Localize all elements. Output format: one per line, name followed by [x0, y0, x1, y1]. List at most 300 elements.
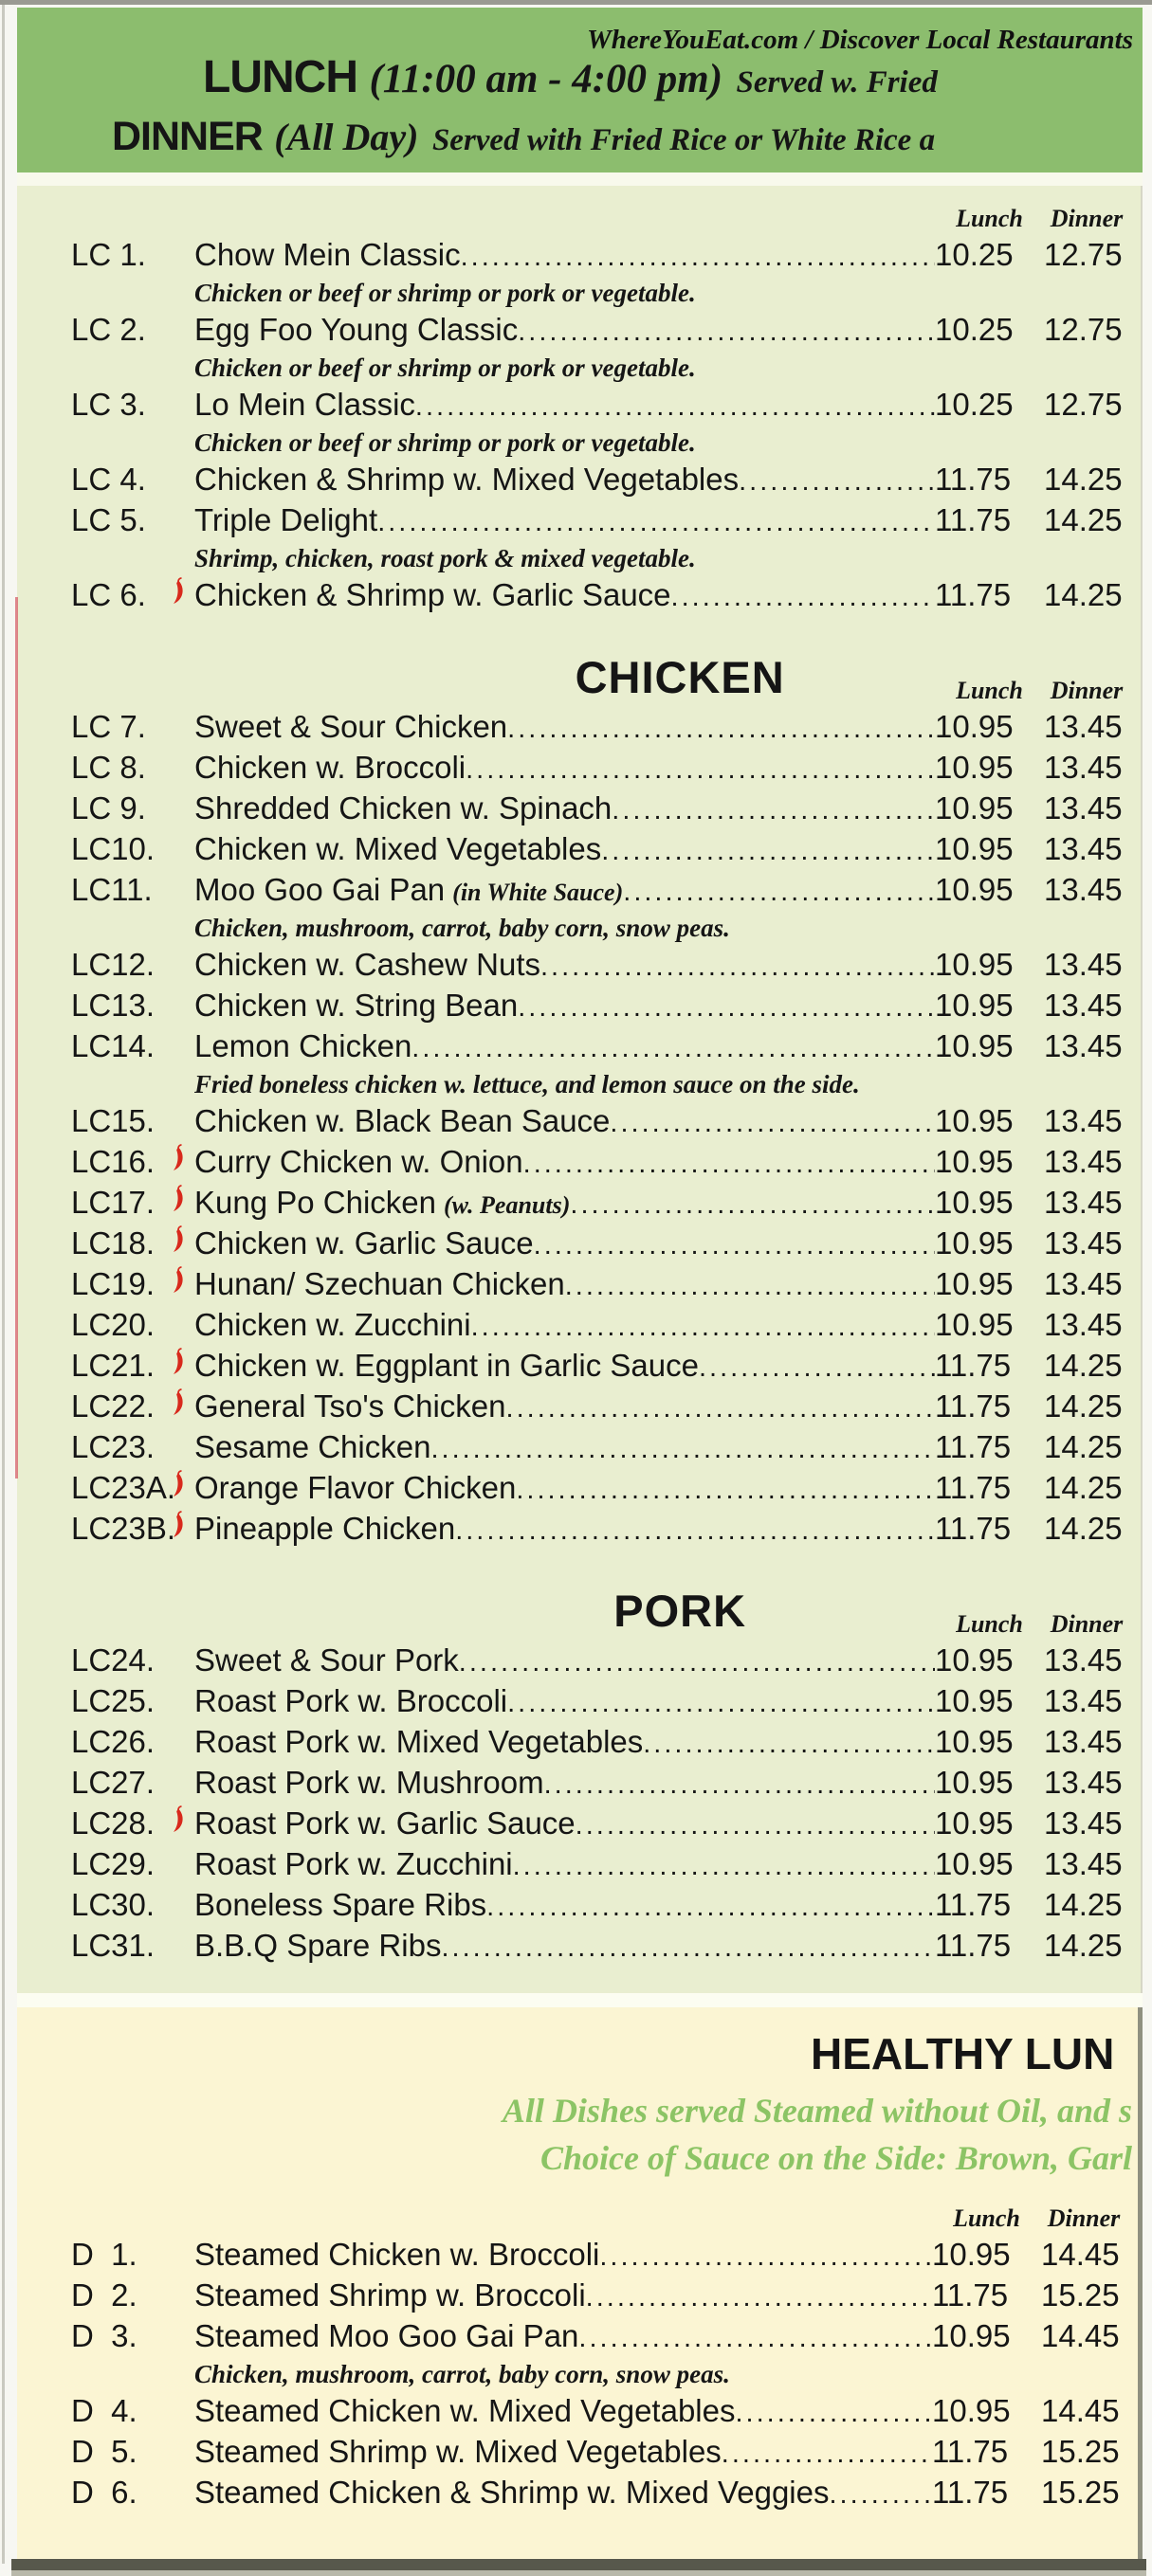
dinner-price: 13.45: [1044, 1103, 1123, 1138]
item-number: LC19.: [71, 1266, 155, 1301]
spicy-indicator: [161, 1266, 194, 1299]
dot-leader: [507, 1688, 935, 1719]
item-name: Chicken w. Mixed Vegetables: [194, 831, 602, 866]
healthy-title: HEALTHY LUN: [811, 2029, 1115, 2078]
item-name: Roast Pork w. Broccoli: [194, 1683, 508, 1718]
column-header-row: [17, 193, 1141, 237]
item-name: Sweet & Sour Chicken: [194, 709, 508, 744]
dinner-price: 13.45: [1044, 790, 1123, 825]
menu-item-row: [17, 750, 1141, 790]
menu-item-row: [17, 1307, 1141, 1348]
dinner-price: 14.25: [1044, 1429, 1123, 1464]
item-description: Shrimp, chicken, roast pork & mixed vegetable.: [194, 544, 696, 572]
menu-item-row: [17, 1805, 1141, 1846]
item-number: LC29.: [71, 1846, 155, 1881]
lunch-price: 10.95: [935, 1266, 1014, 1301]
item-name: Steamed Chicken & Shrimp w. Mixed Veggies: [194, 2475, 830, 2510]
healthy-note-line1: All Dishes served Steamed without Oil, and s: [502, 2092, 1132, 2130]
item-number: LC12.: [71, 947, 155, 982]
lunch-served-note: Served w. Fried: [736, 65, 938, 100]
item-number: D 1.: [71, 2237, 137, 2272]
menu-item-row: [17, 1388, 1141, 1429]
dot-leader: [518, 317, 935, 348]
item-name: Steamed Moo Goo Gai Pan: [194, 2318, 579, 2353]
lunch-column-label: Lunch: [956, 677, 1023, 704]
lunch-price: 10.95: [935, 1103, 1014, 1138]
menu-item-row: [17, 1266, 1141, 1307]
lunch-price: 11.75: [935, 1388, 1012, 1424]
item-number: LC15.: [71, 1103, 155, 1138]
menu-item-row: [17, 1185, 1141, 1225]
chili-pepper-icon: [171, 1470, 186, 1498]
menu-banner: [17, 8, 1143, 172]
healthy-note-line2: Choice of Sauce on the Side: Brown, Garl: [539, 2139, 1132, 2177]
scan-edge-bottom-light: [11, 2570, 1146, 2576]
dinner-price: 13.45: [1044, 1805, 1123, 1841]
dinner-column-label: Dinner: [1050, 677, 1124, 704]
dinner-served-note: Served with Fried Rice or White Rice a: [431, 123, 936, 157]
dinner-price: 14.45: [1041, 2393, 1120, 2428]
dinner-price: 13.45: [1044, 1266, 1123, 1301]
menu-item-row: [17, 2393, 1138, 2434]
menu-item-row: [17, 1348, 1141, 1388]
menu-item-row: [17, 988, 1141, 1028]
item-number: LC27.: [71, 1765, 155, 1800]
item-number: D 4.: [71, 2393, 137, 2428]
chili-pepper-icon: [171, 1388, 186, 1417]
dot-leader: [471, 1312, 935, 1343]
item-name: Chicken w. Eggplant in Garlic Sauce: [194, 1348, 699, 1383]
column-header-row: [17, 2193, 1138, 2237]
menu-item-row: [17, 2237, 1138, 2277]
lunch-price: 10.95: [935, 1805, 1014, 1841]
dot-leader: [411, 1033, 935, 1064]
item-number: LC31.: [71, 1928, 155, 1963]
dinner-price: 14.45: [1041, 2318, 1120, 2353]
dinner-price: 14.25: [1044, 1511, 1123, 1546]
item-name: Boneless Spare Ribs: [194, 1887, 487, 1922]
item-number: LC26.: [71, 1724, 155, 1759]
dot-leader: [565, 1271, 935, 1302]
dot-leader: [671, 582, 935, 613]
item-number: LC17.: [71, 1185, 155, 1220]
item-number: LC 8.: [71, 750, 146, 785]
dot-leader: [507, 714, 935, 745]
dinner-price: 13.45: [1044, 1765, 1123, 1800]
dot-leader: [830, 2479, 933, 2511]
item-name: Chicken w. String Bean: [194, 988, 519, 1023]
dot-leader: [739, 466, 935, 498]
item-name: Roast Pork w. Zucchini: [194, 1846, 513, 1881]
menu-item-row: [17, 709, 1141, 750]
item-name: Steamed Chicken w. Broccoli: [194, 2237, 600, 2272]
chili-pepper-icon: [171, 1511, 186, 1539]
menu-item-row: [17, 1683, 1141, 1724]
lunch-price: 10.95: [935, 1225, 1014, 1261]
item-name: Sesame Chicken: [194, 1429, 431, 1464]
lunch-hours: (11:00 am - 4:00 pm): [369, 57, 723, 101]
item-name: Pineapple Chicken: [194, 1511, 456, 1546]
menu-item-row: [17, 1724, 1141, 1765]
menu-item-row: [17, 1642, 1141, 1683]
item-name: Roast Pork w. Mixed Vegetables: [194, 1724, 644, 1759]
item-name: Triple Delight: [194, 502, 378, 537]
dot-leader: [578, 2323, 932, 2354]
dinner-column-label: Dinner: [1050, 1610, 1124, 1638]
item-number: D 6.: [71, 2475, 137, 2510]
dinner-price: 13.45: [1044, 831, 1123, 866]
dot-leader: [415, 391, 935, 423]
spicy-indicator: [161, 1388, 194, 1422]
dinner-price: 13.45: [1044, 709, 1123, 744]
item-number: LC30.: [71, 1887, 155, 1922]
chili-pepper-icon: [171, 1185, 186, 1213]
item-name: Roast Pork w. Garlic Sauce: [194, 1805, 576, 1841]
menu-item-row: [17, 1887, 1141, 1928]
dot-leader: [599, 2241, 932, 2273]
dot-leader: [576, 1810, 935, 1841]
dinner-column-label: Dinner: [1047, 2204, 1121, 2232]
dinner-price: 15.25: [1041, 2475, 1120, 2510]
dinner-price: 13.45: [1044, 1642, 1123, 1678]
dot-leader: [570, 1189, 935, 1221]
lunch-price: 10.25: [935, 387, 1014, 422]
dot-leader: [601, 836, 935, 867]
item-number: LC 1.: [71, 237, 146, 272]
menu-item-row: [17, 237, 1141, 278]
item-name: Curry Chicken w. Onion: [194, 1144, 523, 1179]
item-number: LC16.: [71, 1144, 155, 1179]
dot-leader: [523, 1149, 935, 1180]
menu-body: [17, 186, 1143, 1993]
price-column-labels: [935, 205, 1129, 233]
spicy-indicator: [161, 1470, 194, 1503]
section-header: [17, 1551, 1141, 1642]
item-name: B.B.Q Spare Ribs: [194, 1928, 442, 1963]
healthy-section: [17, 2007, 1143, 2559]
item-name: Roast Pork w. Mushroom: [194, 1765, 544, 1800]
item-description: Chicken or beef or shrimp or pork or vegetable.: [194, 279, 696, 307]
dinner-price: 13.45: [1044, 750, 1123, 785]
item-number: LC10.: [71, 831, 155, 866]
item-name: Chow Mein Classic: [194, 237, 461, 272]
lunch-price: 10.95: [935, 1846, 1014, 1881]
price-column-labels: [935, 1610, 1129, 1639]
item-description: Chicken or beef or shrimp or pork or vegetable.: [194, 354, 696, 382]
dot-leader: [534, 1230, 935, 1261]
lunch-price: 11.75: [932, 2434, 1009, 2469]
item-number: LC 5.: [71, 502, 146, 537]
dot-leader: [540, 952, 935, 983]
lunch-price: 11.75: [935, 502, 1012, 537]
item-name: Lo Mein Classic: [194, 387, 415, 422]
dinner-heading: [112, 114, 935, 160]
chili-pepper-icon: [171, 577, 186, 606]
dinner-hours: (All Day): [274, 116, 419, 158]
lunch-heading: [203, 51, 938, 103]
lunch-price: 10.95: [935, 1765, 1014, 1800]
dot-leader: [643, 1729, 935, 1760]
dot-leader: [518, 992, 935, 1024]
item-description: Chicken, mushroom, carrot, baby corn, snow peas.: [194, 914, 730, 942]
item-number: LC23A.: [71, 1470, 176, 1505]
menu-item-row: [17, 1846, 1141, 1887]
item-number: LC 9.: [71, 790, 146, 825]
lunch-price: 11.75: [935, 462, 1012, 497]
menu-item-row: [17, 947, 1141, 988]
item-name: Chicken w. Garlic Sauce: [194, 1225, 534, 1261]
lunch-column-label: Lunch: [953, 2204, 1020, 2232]
lunch-price: 10.25: [935, 237, 1014, 272]
item-name: Steamed Shrimp w. Mixed Vegetables: [194, 2434, 722, 2469]
dinner-price: 14.25: [1044, 462, 1123, 497]
dot-leader: [455, 1515, 935, 1547]
scan-edge-top: [0, 0, 1152, 5]
item-number: LC 7.: [71, 709, 146, 744]
lunch-price: 11.75: [935, 577, 1012, 612]
item-number: LC18.: [71, 1225, 155, 1261]
item-description: Fried boneless chicken w. lettuce, and lemon sauce on the side.: [194, 1070, 860, 1098]
lunch-price: 10.95: [935, 872, 1014, 907]
dinner-price: 14.25: [1044, 1348, 1123, 1383]
item-number: LC20.: [71, 1307, 155, 1342]
item-number: D 2.: [71, 2277, 137, 2313]
item-name: Chicken & Shrimp w. Garlic Sauce: [194, 577, 671, 612]
dot-leader: [722, 2439, 932, 2470]
lunch-price: 10.95: [935, 1683, 1014, 1718]
dinner-price: 13.45: [1044, 1683, 1123, 1718]
dinner-price: 12.75: [1044, 237, 1123, 272]
spicy-indicator: [161, 1511, 194, 1544]
lunch-price: 10.25: [935, 312, 1014, 347]
item-name-note: (w. Peanuts): [444, 1191, 571, 1219]
dinner-price: 15.25: [1041, 2277, 1120, 2313]
dinner-word: DINNER: [112, 114, 263, 159]
lunch-price: 10.95: [935, 1642, 1014, 1678]
dot-leader: [623, 877, 935, 908]
menu-item-row: [17, 2475, 1138, 2515]
dinner-price: 13.45: [1044, 947, 1123, 982]
item-name: Lemon Chicken: [194, 1028, 412, 1063]
item-number: LC25.: [71, 1683, 155, 1718]
menu-item-row: [17, 462, 1141, 502]
menu-item-row: [17, 1511, 1141, 1551]
chili-pepper-icon: [171, 1144, 186, 1172]
item-description: Chicken, mushroom, carrot, baby corn, snow peas.: [194, 2360, 730, 2388]
dinner-price: 14.25: [1044, 1887, 1123, 1922]
item-number: LC28.: [71, 1805, 155, 1841]
menu-item-row: [17, 872, 1141, 913]
price-column-labels: [932, 2204, 1126, 2233]
lunch-price: 10.95: [935, 947, 1014, 982]
dinner-price: 13.45: [1044, 1225, 1123, 1261]
menu-item-row: [17, 2318, 1138, 2359]
lunch-column-label: Lunch: [956, 205, 1023, 232]
menu-item-row: [17, 502, 1141, 543]
dot-leader: [736, 2398, 933, 2429]
dot-leader: [466, 754, 935, 786]
dot-leader: [612, 795, 935, 826]
dinner-price: 13.45: [1044, 988, 1123, 1023]
lunch-price: 10.95: [932, 2393, 1011, 2428]
lunch-word: LUNCH: [203, 52, 357, 102]
dinner-price: 14.25: [1044, 502, 1123, 537]
dinner-price: 13.45: [1044, 1307, 1123, 1342]
item-number: LC21.: [71, 1348, 155, 1383]
menu-item-row: [17, 1765, 1141, 1805]
chili-pepper-icon: [171, 1266, 186, 1295]
scan-red-line: [15, 597, 18, 1478]
lunch-price: 11.75: [935, 1470, 1012, 1505]
menu-item-row: [17, 790, 1141, 831]
menu-item-row: [17, 1470, 1141, 1511]
menu-item-row: [17, 1225, 1141, 1266]
dinner-price: 13.45: [1044, 1144, 1123, 1179]
item-number: LC 3.: [71, 387, 146, 422]
dinner-price: 15.25: [1041, 2434, 1120, 2469]
lunch-price: 10.95: [932, 2318, 1011, 2353]
item-number: LC23B.: [71, 1511, 176, 1546]
dinner-price: 13.45: [1044, 1846, 1123, 1881]
item-number: LC14.: [71, 1028, 155, 1063]
lunch-price: 11.75: [935, 1928, 1012, 1963]
lunch-price: 10.95: [935, 709, 1014, 744]
dot-leader: [441, 1932, 935, 1964]
dot-leader: [544, 1769, 935, 1801]
scan-edge-bottom: [11, 2559, 1146, 2570]
item-name: Orange Flavor Chicken: [194, 1470, 517, 1505]
dot-leader: [486, 1892, 935, 1923]
lunch-price: 10.95: [935, 1307, 1014, 1342]
item-number: LC 2.: [71, 312, 146, 347]
healthy-list: [17, 2193, 1138, 2515]
lunch-price: 10.95: [935, 1028, 1014, 1063]
dinner-price: 13.45: [1044, 872, 1123, 907]
item-name: Shredded Chicken w. Spinach: [194, 790, 613, 825]
item-number: LC 4.: [71, 462, 146, 497]
menu-item-row: [17, 2434, 1138, 2475]
item-name: Kung Po Chicken (w. Peanuts): [194, 1185, 571, 1220]
dot-leader: [610, 1108, 935, 1139]
dot-leader: [586, 2282, 932, 2313]
lunch-price: 10.95: [935, 750, 1014, 785]
menu-item-row: [17, 831, 1141, 872]
menu-item-row: [17, 1144, 1141, 1185]
item-name-note: (in White Sauce): [452, 879, 624, 906]
menu-item-row: [17, 1928, 1141, 1968]
dinner-column-label: Dinner: [1050, 205, 1124, 232]
lunch-price: 11.75: [935, 1887, 1012, 1922]
dinner-price: 14.25: [1044, 1388, 1123, 1424]
item-name: Chicken w. Broccoli: [194, 750, 466, 785]
lunch-price: 10.95: [935, 790, 1014, 825]
item-name: Chicken & Shrimp w. Mixed Vegetables: [194, 462, 740, 497]
section-divider-healthy: [17, 1993, 1143, 2007]
menu-item-row: [17, 1429, 1141, 1470]
lunch-price: 10.95: [935, 831, 1014, 866]
lunch-price: 11.75: [932, 2277, 1009, 2313]
item-name: General Tso's Chicken: [194, 1388, 506, 1424]
item-description: Chicken or beef or shrimp or pork or vegetable.: [194, 428, 696, 457]
scan-edge-left: [2, 5, 5, 2564]
item-number: D 5.: [71, 2434, 137, 2469]
item-number: LC11.: [71, 872, 153, 907]
spicy-indicator: [161, 1225, 194, 1259]
dot-leader: [459, 1647, 935, 1678]
menu-item-row: [17, 2277, 1138, 2318]
chili-pepper-icon: [171, 1805, 186, 1834]
spicy-indicator: [161, 1805, 194, 1839]
price-column-labels: [935, 677, 1129, 705]
item-name: Moo Goo Gai Pan (in White Sauce): [194, 872, 624, 907]
chili-pepper-icon: [171, 1225, 186, 1254]
item-name: Egg Foo Young Classic: [194, 312, 519, 347]
section-divider-top: [17, 172, 1143, 186]
watermark: WhereYouEat.com / Discover Local Restaurants: [587, 25, 1133, 55]
spicy-indicator: [161, 1144, 194, 1177]
item-name: Chicken w. Black Bean Sauce: [194, 1103, 611, 1138]
dot-leader: [461, 242, 935, 273]
dinner-price: 14.25: [1044, 1470, 1123, 1505]
dinner-price: 14.25: [1044, 577, 1123, 612]
item-name: Chicken w. Zucchini: [194, 1307, 471, 1342]
lunch-column-label: Lunch: [956, 1610, 1023, 1638]
dot-leader: [506, 1393, 935, 1424]
item-name: Steamed Chicken w. Mixed Vegetables: [194, 2393, 736, 2428]
lunch-price: 10.95: [932, 2237, 1011, 2272]
dot-leader: [377, 507, 935, 538]
dinner-price: 12.75: [1044, 312, 1123, 347]
item-number: LC 6.: [71, 577, 146, 612]
dinner-price: 14.45: [1041, 2237, 1120, 2272]
dot-leader: [430, 1434, 935, 1465]
lunch-price: 11.75: [932, 2475, 1009, 2510]
menu-item-row: [17, 312, 1141, 353]
item-name: Hunan/ Szechuan Chicken: [194, 1266, 565, 1301]
item-name: Steamed Shrimp w. Broccoli: [194, 2277, 586, 2313]
dinner-price: 13.45: [1044, 1028, 1123, 1063]
dinner-price: 14.25: [1044, 1928, 1123, 1963]
item-number: D 3.: [71, 2318, 137, 2353]
lunch-price: 10.95: [935, 1724, 1014, 1759]
section-title: PORK: [613, 1586, 747, 1636]
section-header: [17, 618, 1141, 709]
dinner-price: 12.75: [1044, 387, 1123, 422]
dot-leader: [516, 1475, 935, 1506]
item-number: LC22.: [71, 1388, 155, 1424]
dot-leader: [699, 1352, 935, 1384]
section-title: CHICKEN: [575, 652, 785, 702]
lunch-price: 10.95: [935, 1144, 1014, 1179]
item-number: LC24.: [71, 1642, 155, 1678]
item-number: LC13.: [71, 988, 155, 1023]
spicy-indicator: [161, 1185, 194, 1218]
dot-leader: [513, 1851, 935, 1882]
menu-item-row: [17, 387, 1141, 427]
lunch-price: 11.75: [935, 1348, 1012, 1383]
menu-item-row: [17, 1028, 1141, 1069]
lunch-price: 10.95: [935, 988, 1014, 1023]
item-name: Chicken w. Cashew Nuts: [194, 947, 540, 982]
dinner-price: 13.45: [1044, 1724, 1123, 1759]
item-name: Sweet & Sour Pork: [194, 1642, 459, 1678]
lunch-price: 11.75: [935, 1511, 1012, 1546]
menu-item-row: [17, 577, 1141, 618]
lunch-price: 11.75: [935, 1429, 1012, 1464]
lunch-price: 10.95: [935, 1185, 1014, 1220]
spicy-indicator: [161, 1348, 194, 1381]
chili-pepper-icon: [171, 1348, 186, 1376]
